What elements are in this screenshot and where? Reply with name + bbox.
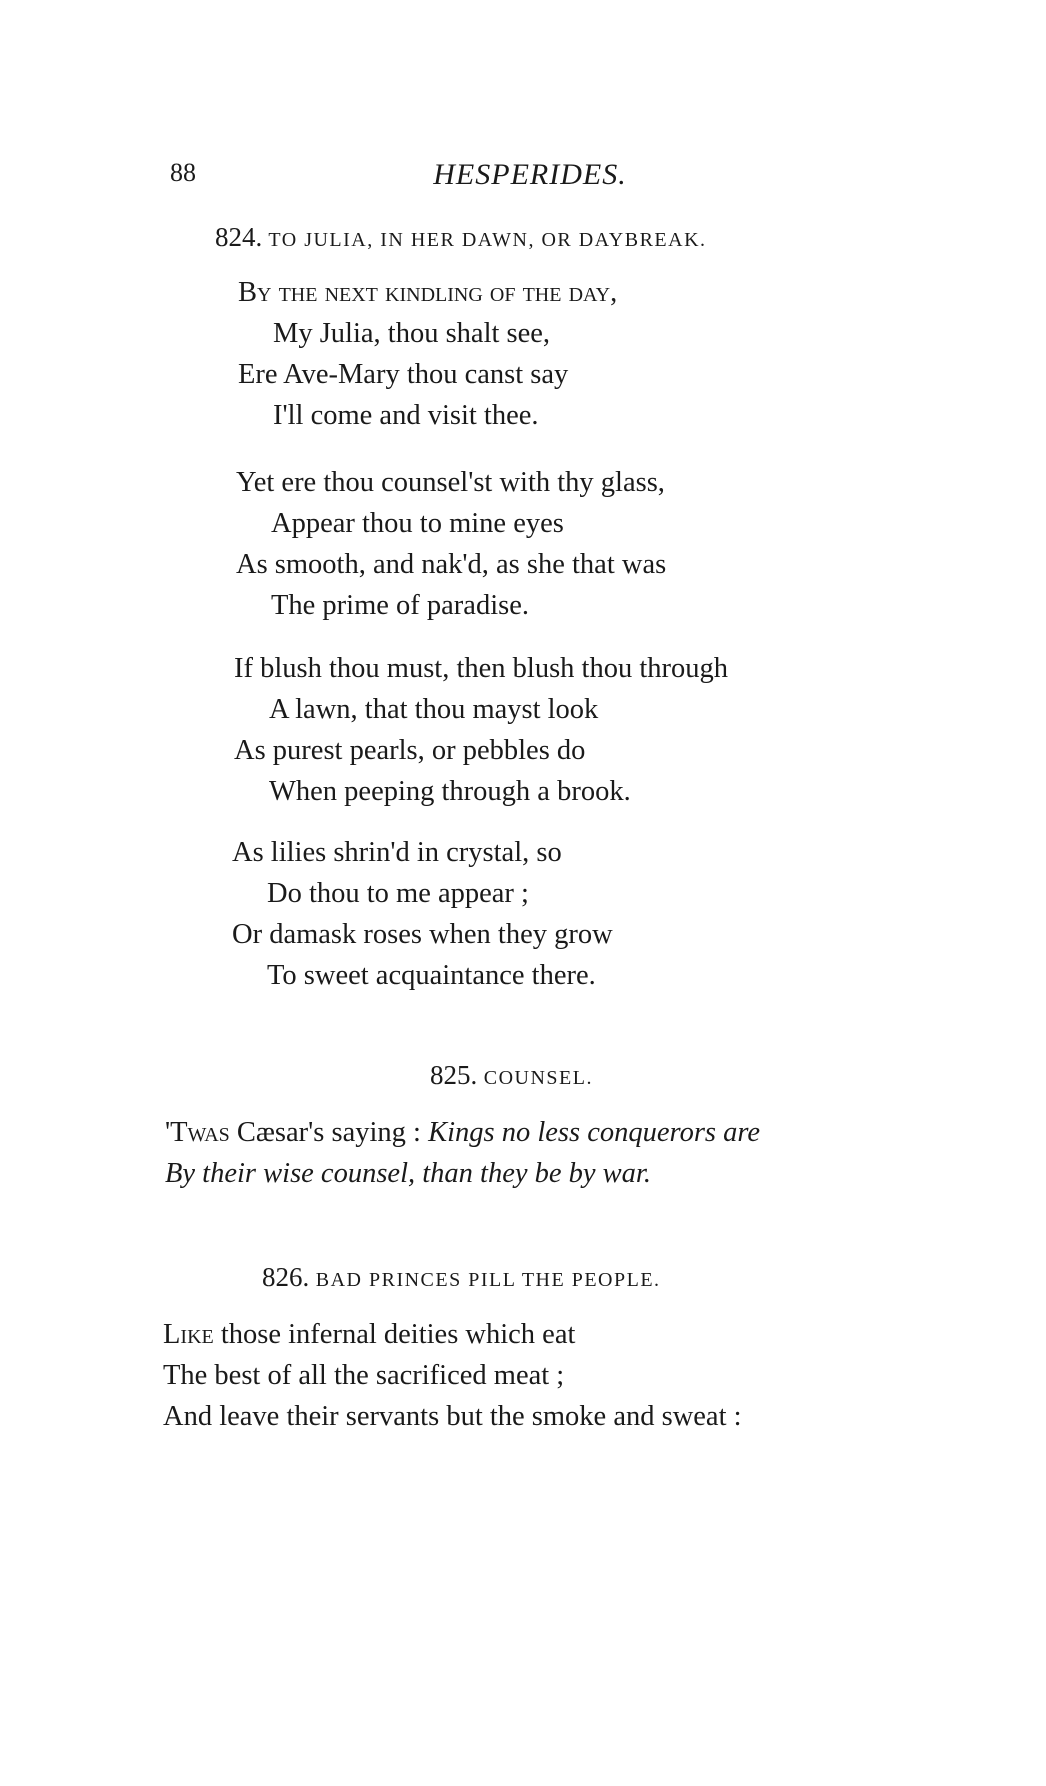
running-title: HESPERIDES. (433, 158, 627, 191)
poem-825-heading (430, 1060, 593, 1091)
poem-number: 825. (430, 1060, 478, 1090)
poem-title: COUNSEL. (483, 1067, 593, 1089)
verse-line (238, 272, 617, 313)
verse-line: Yet ere thou counsel'st with thy glass, (236, 467, 665, 498)
poem-824-heading (215, 222, 707, 253)
stanza-1 (238, 272, 617, 436)
verse-line: Or damask roses when they grow (232, 919, 613, 950)
verse-line (165, 1112, 760, 1153)
verse-line: The prime of paradise. (271, 590, 529, 621)
verse-line (163, 1314, 742, 1355)
verse-line: And leave their servants but the smoke and sweat : (163, 1401, 742, 1432)
verse-line: As lilies shrin'd in crystal, so (232, 837, 562, 868)
verse-line: As purest pearls, or pebbles do (234, 735, 586, 766)
verse-line: I'll come and visit thee. (273, 400, 539, 431)
verse-line: Appear thou to mine eyes (271, 508, 564, 539)
poem-title: TO JULIA, IN HER DAWN, OR DAYBREAK. (268, 229, 707, 251)
verse-line: Ere Ave-Mary thou canst say (238, 359, 569, 390)
verse-line: My Julia, thou shalt see, (273, 318, 551, 349)
verse-line: As smooth, and nak'd, as she that was (236, 549, 667, 580)
stanza-2 (236, 462, 666, 626)
drop-word: 'Twas (165, 1117, 230, 1148)
poem-826-heading (262, 1262, 661, 1293)
drop-word: Like (163, 1319, 214, 1350)
verse-line: By their wise counsel, than they be by war. (165, 1158, 651, 1189)
verse-line: If blush thou must, then blush thou through (234, 653, 728, 684)
poem-number: 824. (215, 222, 263, 252)
verse-line: A lawn, that thou mayst look (269, 694, 599, 725)
poem-number: 826. (262, 1262, 310, 1292)
stanza-4 (232, 832, 613, 996)
page-header (170, 158, 890, 198)
verse-text: By the next kindling of the day, (238, 277, 618, 308)
verse-line: Do thou to me appear ; (267, 878, 529, 909)
verse-line: To sweet acquaintance there. (267, 960, 596, 991)
poem-826-body (163, 1314, 742, 1437)
verse-line: The best of all the sacrificed meat ; (163, 1360, 565, 1391)
verse-line: When peeping through a brook. (269, 776, 631, 807)
poem-title: BAD PRINCES PILL THE PEOPLE. (315, 1269, 661, 1291)
poem-825-body (165, 1112, 760, 1194)
verse-text: Cæsar's saying : (229, 1117, 429, 1148)
stanza-3 (234, 648, 728, 812)
verse-italic: Kings no less conquerors are (428, 1117, 761, 1148)
page-number: 88 (170, 158, 196, 187)
verse-text: those infernal deities which eat (213, 1319, 576, 1350)
